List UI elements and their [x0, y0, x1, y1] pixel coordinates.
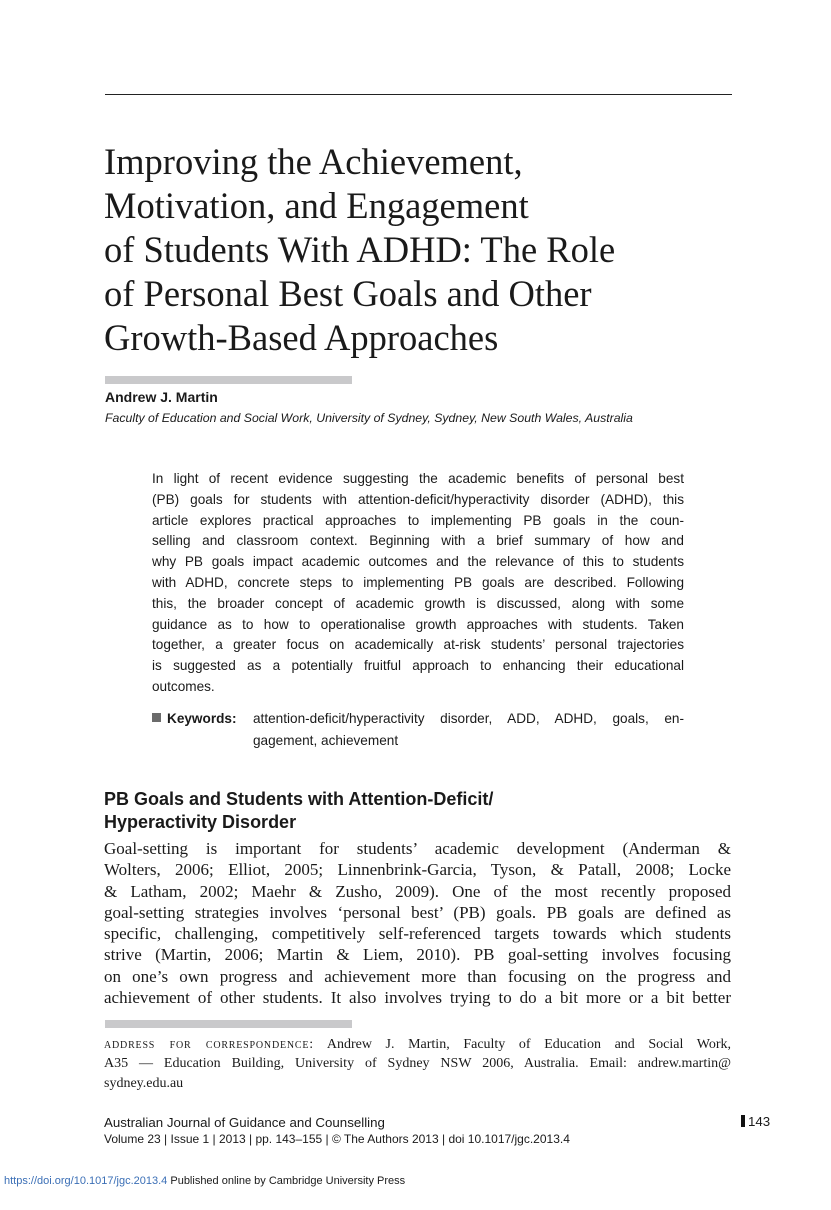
- published-online-text: Published online by Cambridge University Press: [170, 1175, 406, 1187]
- body-text: [104, 838, 731, 1008]
- abstract-line: selling and classroom context. Beginning with a brief summary of how and: [152, 533, 684, 549]
- correspondence-line: [104, 1035, 731, 1054]
- abstract-line: outcomes.: [152, 678, 215, 694]
- title-line: Improving the Achievement,: [104, 141, 523, 182]
- abstract-line: article explores practical approaches to implementing PB goals in the coun-: [152, 512, 684, 528]
- body-line: & Latham, 2002; Maehr & Zusho, 2009). One of the most recently proposed: [104, 881, 731, 901]
- body-line: goal-setting strategies involves ‘personal best’ (PB) goals. PB goals are defined as: [104, 902, 731, 922]
- correspondence-line: sydney.edu.au: [104, 1075, 184, 1091]
- keywords-label: Keywords:: [167, 711, 237, 726]
- keywords-square-icon: [152, 713, 161, 722]
- section-heading: [104, 788, 493, 834]
- body-line: achievement of other students. It also involves trying to do a bit more or a bit better: [104, 988, 731, 1008]
- keywords-list: [253, 708, 684, 751]
- section-heading-line: PB Goals and Students with Attention-Deficit/: [104, 789, 494, 809]
- correspondence-text: Andrew J. Martin, Faculty of Education and Social Work,: [326, 1037, 731, 1052]
- doi-footer: [4, 1175, 405, 1187]
- author-divider-bar: [105, 376, 352, 384]
- correspondence-footnote: [104, 1035, 731, 1093]
- journal-issue-info: Volume 23 | Issue 1 | 2013 | pp. 143–155 | © The Authors 2013 | doi 10.1017/jgc.2013.4: [104, 1132, 570, 1146]
- page-number: [741, 1114, 770, 1129]
- keywords: [152, 708, 684, 748]
- article-title: [104, 140, 744, 360]
- body-line: specific, challenging, competitively self-referenced targets towards which students: [104, 924, 731, 944]
- correspondence-line: A35 — Education Building, University of Sydney NSW 2006, Australia. Email: andrew.martin@: [104, 1056, 731, 1072]
- page-number-value: 143: [748, 1114, 771, 1129]
- abstract-line: this, the broader concept of academic growth is discussed, along with some: [152, 595, 684, 611]
- keywords-line: attention-deficit/hyperactivity disorder, ADD, ADHD, goals, en-: [253, 711, 684, 726]
- title-line: of Students With ADHD: The Role: [104, 229, 616, 270]
- body-line: on one’s own progress and achievement more than focusing on the progress and: [104, 966, 731, 986]
- page-marker-icon: [741, 1115, 745, 1127]
- abstract-line: In light of recent evidence suggesting the academic benefits of personal best: [152, 471, 684, 486]
- body-line: Goal-setting is important for students’ academic development (Anderman &: [104, 839, 731, 858]
- keywords-line: gagement, achievement: [253, 732, 399, 748]
- author-name: Andrew J. Martin: [105, 389, 218, 405]
- body-line: strive (Martin, 2006; Martin & Liem, 2010). PB goal-setting involves focusing: [104, 945, 731, 965]
- top-rule: [105, 94, 732, 95]
- abstract: [152, 469, 684, 698]
- author-affiliation: Faculty of Education and Social Work, University of Sydney, Sydney, New South Wales, Australia: [105, 411, 633, 425]
- doi-link[interactable]: https://doi.org/10.1017/jgc.2013.4: [4, 1175, 168, 1187]
- body-line: Wolters, 2006; Elliot, 2005; Linnenbrink-Garcia, Tyson, & Patall, 2008; Locke: [104, 860, 731, 880]
- abstract-line: (PB) goals for students with attention-deficit/hyperactivity disorder (ADHD), this: [152, 491, 684, 507]
- abstract-line: guidance as to how to operationalise growth approaches with students. Taken: [152, 616, 684, 632]
- correspondence-label: address for correspondence:: [104, 1037, 314, 1052]
- section-heading-line: Hyperactivity Disorder: [104, 812, 297, 832]
- journal-name: Australian Journal of Guidance and Counselling: [104, 1115, 385, 1130]
- footnote-divider-bar: [105, 1020, 352, 1028]
- abstract-line: why PB goals impact academic outcomes and the relevance of this to students: [152, 554, 684, 570]
- title-line: Growth-Based Approaches: [104, 317, 499, 358]
- title-line: of Personal Best Goals and Other: [104, 273, 592, 314]
- abstract-line: together, a greater focus on academically at-risk students’ personal trajectories: [152, 637, 684, 653]
- abstract-line: is suggested as a potentially fruitful approach to enhancing their educational: [152, 658, 684, 674]
- abstract-line: with ADHD, concrete steps to implementing PB goals are described. Following: [152, 574, 684, 590]
- title-line: Motivation, and Engagement: [104, 185, 529, 226]
